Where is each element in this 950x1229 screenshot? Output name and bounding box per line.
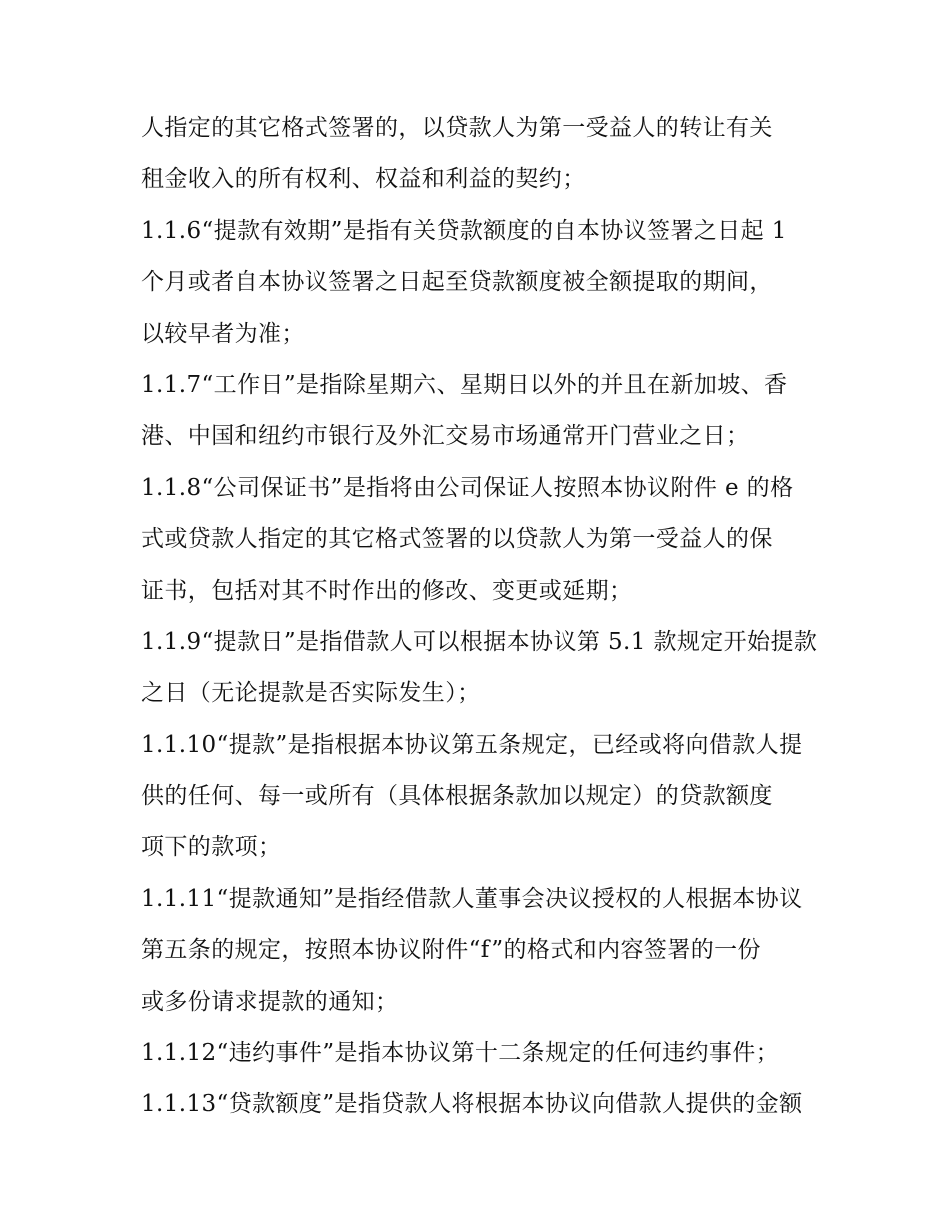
text-line: 之日（无论提款是否实际发生）；: [141, 680, 481, 707]
text-line: 港、中国和纽约市银行及外汇交易市场通常开门营业之日；: [141, 423, 750, 450]
text-line: 或多份请求提款的通知；: [141, 988, 399, 1015]
text-line: 1.1.10“提款”是指根据本协议第五条规定，已经或将向借款人提: [141, 731, 803, 758]
text-line: 供的任何、每一或所有（具体根据条款加以规定）的贷款额度: [141, 783, 773, 810]
text-line: 以较早者为准；: [141, 320, 305, 347]
text-line: 式或贷款人指定的其它格式签署的以贷款人为第一受益人的保: [141, 526, 773, 553]
text-line: 人指定的其它格式签署的，以贷款人为第一受益人的转让有关: [141, 115, 773, 141]
text-line: 1.1.11“提款通知”是指经借款人董事会决议授权的人根据本协议: [141, 885, 803, 912]
text-line: 第五条的规定，按照本协议附件“f”的格式和内容签署的一份: [141, 937, 761, 964]
text-line: 1.1.13“贷款额度”是指贷款人将根据本协议向借款人提供的金额: [141, 1091, 803, 1118]
text-line: 个月或者自本协议签署之日起至贷款额度被全额提取的期间，: [141, 269, 773, 296]
text-line: 租金收入的所有权利、权益和利益的契约；: [141, 166, 586, 193]
text-line: 1.1.6“提款有效期”是指有关贷款额度的自本协议签署之日起 1: [141, 217, 787, 244]
text-line: 1.1.12“违约事件”是指本协议第十二条规定的任何违约事件；: [141, 1040, 780, 1067]
text-line: 1.1.9“提款日”是指借款人可以根据本协议第 5.1 款规定开始提款: [141, 628, 818, 655]
text-line: 1.1.7“工作日”是指除星期六、星期日以外的并且在新加坡、香: [141, 371, 788, 398]
text-line: 1.1.8“公司保证书”是指将由公司保证人按照本协议附件 e 的格: [141, 474, 794, 501]
text-line: 证书，包括对其不时作出的修改、变更或延期；: [141, 577, 633, 604]
document-body: [141, 103, 821, 1131]
text-line: 项下的款项；: [141, 834, 282, 861]
